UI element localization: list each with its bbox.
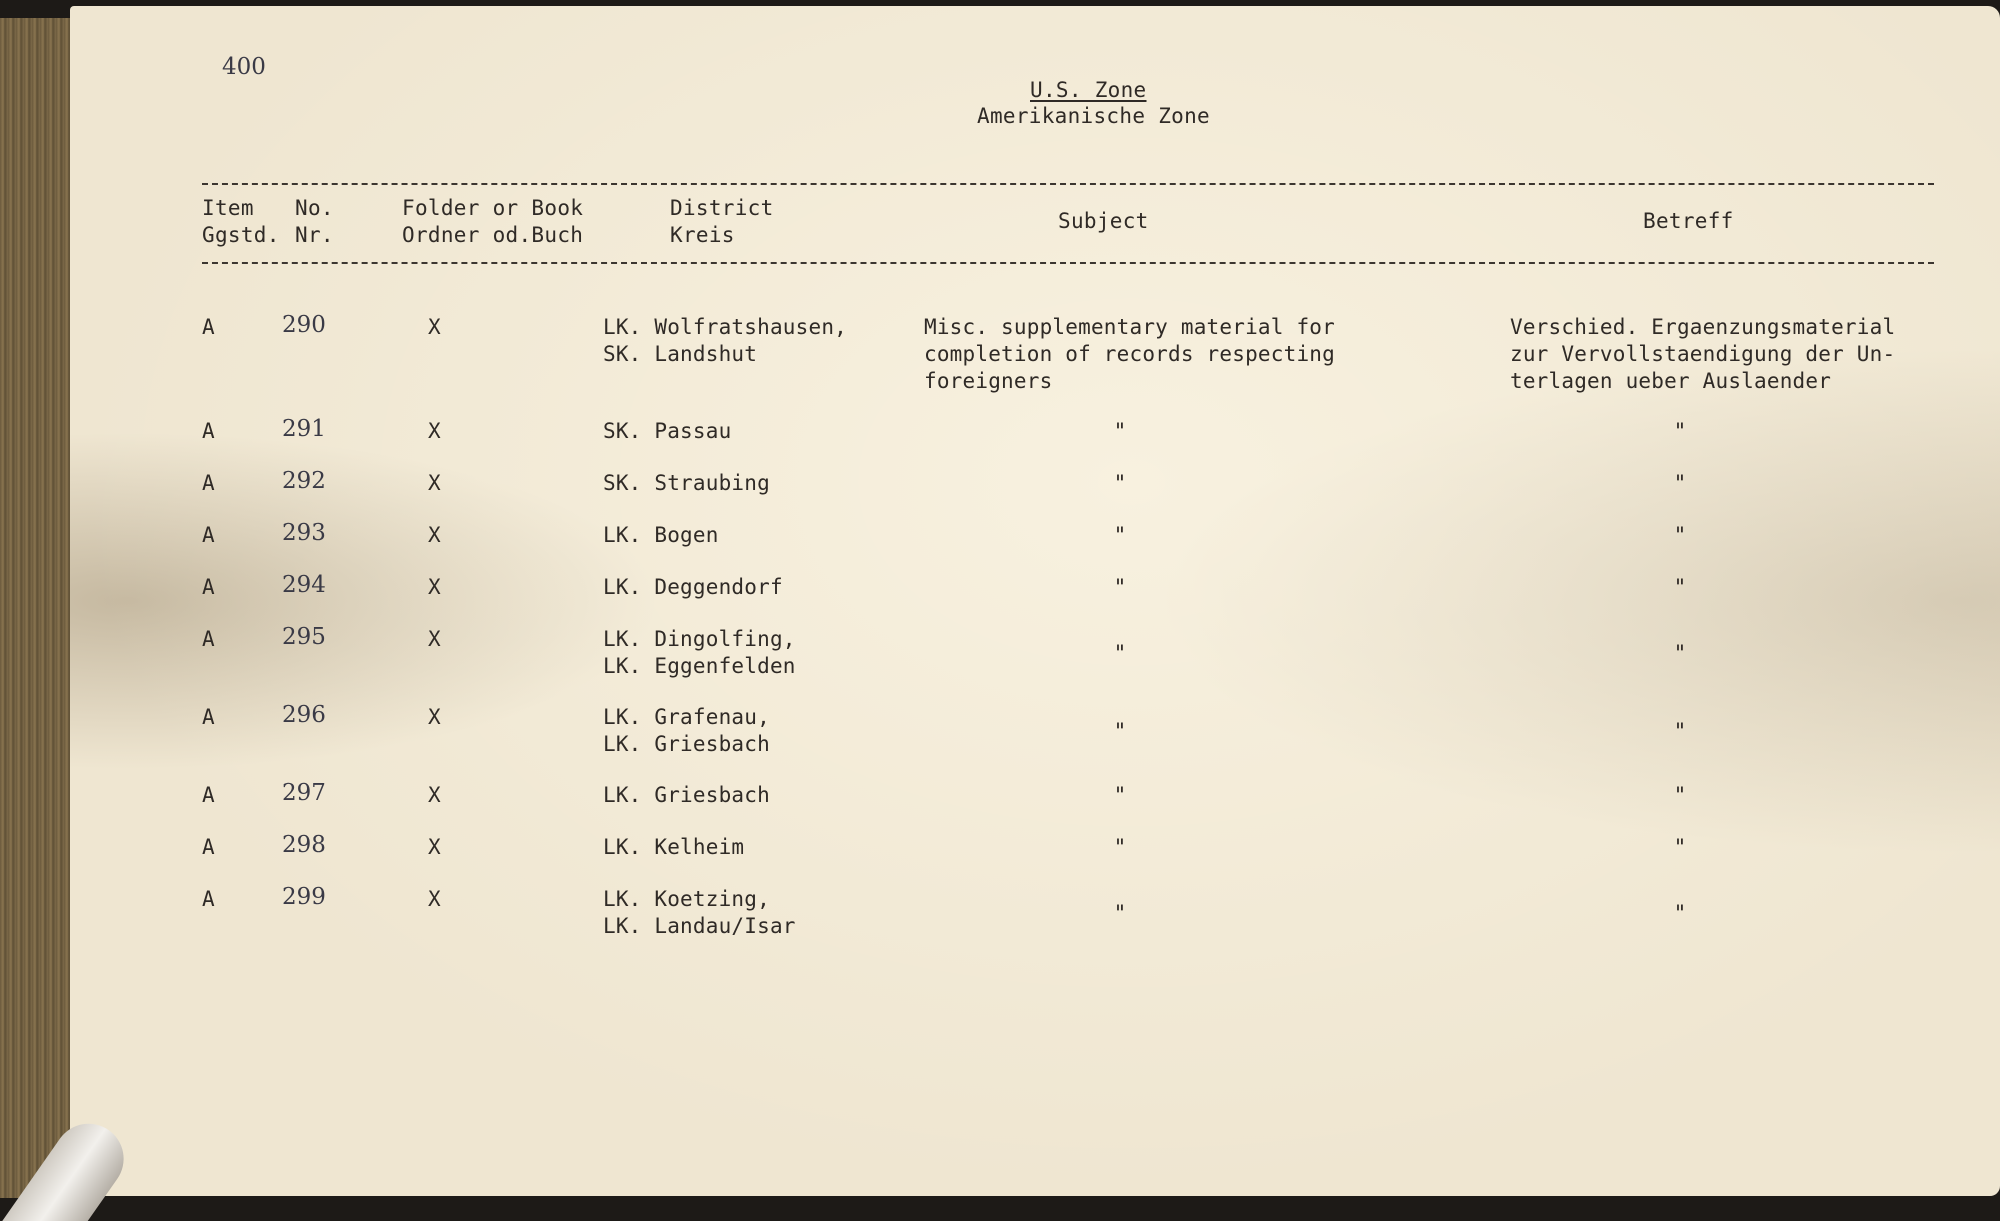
row-item-cell: A (202, 705, 215, 729)
col-subject: Subject (1058, 209, 1149, 233)
row-item-cell: A (202, 575, 215, 599)
row-item-cell: A (202, 471, 215, 495)
col-item-de: Ggstd. (202, 223, 280, 247)
col-folder-de: Ordner od.Buch (402, 223, 584, 247)
row-district-line: LK. Bogen (603, 523, 719, 547)
col-no-en: No. (295, 196, 334, 220)
row-district-line: SK. Straubing (603, 471, 770, 495)
row-district-line: LK. Kelheim (603, 835, 745, 859)
row-betreff-ditto: " (1673, 471, 1687, 495)
row-item-cell: A (202, 315, 215, 339)
row-number-cell: 297 (282, 780, 326, 806)
page-number: 400 (222, 54, 266, 80)
row-district-line: SK. Landshut (603, 342, 758, 366)
row-district-line: LK. Grafenau, (603, 705, 770, 729)
header-bottom-rule (202, 262, 1934, 264)
row-subject-ditto: " (1113, 523, 1127, 547)
row-item-cell: A (202, 783, 215, 807)
col-betreff: Betreff (1643, 209, 1734, 233)
row-district-line: LK. Deggendorf (603, 575, 783, 599)
row-subject-ditto: " (1113, 718, 1127, 743)
row-district-line: LK. Eggenfelden (603, 654, 796, 678)
row-number-cell: 299 (282, 884, 326, 910)
col-item-en: Item (202, 196, 254, 220)
row-subject-ditto: " (1113, 835, 1127, 859)
row-subject-ditto: " (1113, 471, 1127, 495)
row-folder-cell: X (428, 471, 441, 495)
row-betreff-line: Verschied. Ergaenzungsmaterial (1510, 315, 1896, 339)
row-number-cell: 295 (282, 624, 326, 650)
col-district-de: Kreis (670, 223, 735, 247)
row-item-cell: A (202, 627, 215, 651)
row-district-line: LK. Dingolfing, (603, 627, 796, 651)
row-item-cell: A (202, 419, 215, 443)
row-item-cell: A (202, 523, 215, 547)
row-folder-cell: X (428, 835, 441, 859)
row-district-line: LK. Landau/Isar (603, 914, 796, 938)
col-district-en: District (670, 196, 774, 220)
row-betreff-ditto: " (1673, 575, 1687, 599)
row-district-line: LK. Griesbach (603, 732, 770, 756)
row-subject-ditto: " (1113, 783, 1127, 807)
zone-title: U.S. Zone (1030, 78, 1147, 102)
row-number-cell: 296 (282, 702, 326, 728)
row-subject-line: completion of records respecting (924, 342, 1335, 366)
row-subject-ditto: " (1113, 900, 1127, 925)
row-betreff-ditto: " (1673, 783, 1687, 807)
row-folder-cell: X (428, 627, 441, 651)
row-betreff-line: zur Vervollstaendigung der Un- (1510, 342, 1896, 366)
row-folder-cell: X (428, 419, 441, 443)
zone-subtitle: Amerikanische Zone (977, 104, 1210, 128)
row-folder-cell: X (428, 315, 441, 339)
header-top-rule (202, 183, 1934, 185)
row-item-cell: A (202, 835, 215, 859)
row-folder-cell: X (428, 887, 441, 911)
row-betreff-ditto: " (1673, 419, 1687, 443)
row-subject-ditto: " (1113, 419, 1127, 443)
row-item-cell: A (202, 887, 215, 911)
row-betreff-ditto: " (1673, 640, 1687, 665)
row-betreff-ditto: " (1673, 900, 1687, 925)
row-subject-line: Misc. supplementary material for (924, 315, 1335, 339)
row-district-line: LK. Koetzing, (603, 887, 770, 911)
row-folder-cell: X (428, 705, 441, 729)
row-district-line: LK. Wolfratshausen, (603, 315, 848, 339)
row-folder-cell: X (428, 783, 441, 807)
row-betreff-ditto: " (1673, 523, 1687, 547)
row-betreff-ditto: " (1673, 835, 1687, 859)
row-subject-line: foreigners (924, 369, 1053, 393)
row-subject-ditto: " (1113, 640, 1127, 665)
row-district-line: LK. Griesbach (603, 783, 770, 807)
row-betreff-ditto: " (1673, 718, 1687, 743)
row-folder-cell: X (428, 575, 441, 599)
row-number-cell: 292 (282, 468, 326, 494)
row-number-cell: 294 (282, 572, 326, 598)
row-folder-cell: X (428, 523, 441, 547)
row-number-cell: 293 (282, 520, 326, 546)
row-district-line: SK. Passau (603, 419, 732, 443)
row-subject-ditto: " (1113, 575, 1127, 599)
row-betreff-line: terlagen ueber Auslaender (1510, 369, 1832, 393)
col-folder-en: Folder or Book (402, 196, 584, 220)
row-number-cell: 290 (282, 312, 326, 338)
col-no-de: Nr. (295, 223, 334, 247)
row-number-cell: 291 (282, 416, 326, 442)
row-number-cell: 298 (282, 832, 326, 858)
